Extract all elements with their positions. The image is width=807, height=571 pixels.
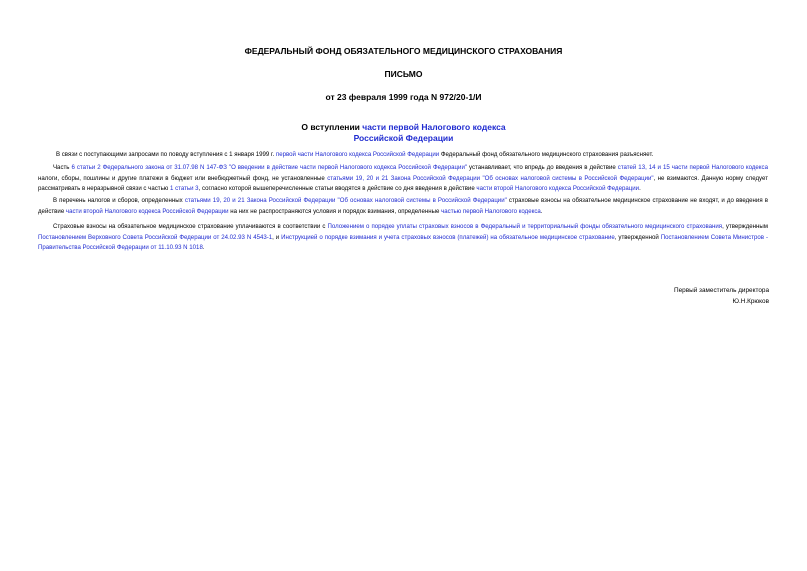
paragraph-4 <box>38 222 768 254</box>
link-regulation-insurance-payments[interactable]: Положением о порядке уплаты страховых взносов в Федеральный и территориальный фонды обязательного медицинского страхования <box>327 222 723 230</box>
text-run: Федеральный фонд обязательного медицинского страхования разъясняет. <box>439 151 654 158</box>
link-article-3[interactable]: 1 статьи 3 <box>170 185 199 193</box>
link-articles-19-20-21[interactable]: статьями 19, 20 и 21 Закона Российской Федерации "Об основах налоговой системы в Российской Федерации" <box>327 174 654 182</box>
link-second-part-tax-code-2[interactable]: части второй Налогового кодекса Российской Федерации <box>65 207 229 215</box>
link-federal-law-147[interactable]: 6 статьи 2 Федерального закона от 31.07.98 N 147-ФЗ "О введении в действие части первой Налогового кодекса Российской Федерации" <box>71 163 468 171</box>
text-run: . <box>202 244 205 252</box>
link-articles-19-20-21-law[interactable]: статьями 19, 20 и 21 Закона Российской Федерации "Об основах налоговой системы в Российской Федерации" <box>184 197 507 205</box>
link-instruction-collection[interactable]: Инструкцией о порядке взимания и учета страховых взносов (платежей) на обязательное медицинское страхование <box>281 233 615 241</box>
text-run: В связи с поступающими запросами по поводу вступления с 1 января 1999 г. <box>56 151 276 158</box>
document-subject <box>0 122 807 144</box>
paragraph-2 <box>38 163 768 195</box>
text-run: , не взимаются. Данную норму следует рассматривать в неразрывной связи с частью <box>38 174 768 193</box>
link-council-of-ministers-resolution[interactable]: Постановлением Совета Министров - Правительства Российской Федерации от 11.10.93 N 1018 <box>38 233 768 252</box>
text-run: на них не распространяются условия и порядок взимания, определенные <box>228 207 442 215</box>
link-supreme-council-resolution[interactable]: Постановлением Верховного Совета Российской Федерации от 24.02.93 N 4543-1 <box>38 233 273 241</box>
text-run: Часть <box>53 163 72 171</box>
text-run: , утвержденной <box>614 233 661 241</box>
document-type: ПИСЬМО <box>384 69 423 79</box>
subject-link-tax-code[interactable]: части первой Налогового кодекса <box>362 122 506 132</box>
text-run: . <box>540 207 543 215</box>
text-run: , утвержденным <box>722 222 768 230</box>
text-run: страховые взносы на обязательное медицинское страхование не входят, и до введения в действие <box>38 197 768 215</box>
text-run: , и <box>272 233 282 241</box>
text-run: , согласно которой вышеперечисленные статьи вводятся в действие со дня введения в действие <box>198 185 477 193</box>
text-run: налоги, сборы, пошлины и другие платежи в бюджет или внебюджетный фонд, не установленные <box>38 174 328 182</box>
text-run: В перечень налогов и сборов, определенных <box>53 197 185 205</box>
organization-title: ФЕДЕРАЛЬНЫЙ ФОНД ОБЯЗАТЕЛЬНОГО МЕДИЦИНСКОГО СТРАХОВАНИЯ <box>244 46 563 56</box>
text-run: . <box>639 185 641 193</box>
document-date-number: от 23 февраля 1999 года N 972/20-1/И <box>325 92 482 102</box>
link-first-part-tax-code-2[interactable]: частью первой Налогового кодекса <box>441 207 541 215</box>
text-run: устанавливает, что впредь до введения в действие <box>467 163 618 171</box>
signer-position: Первый заместитель директора <box>674 287 769 294</box>
text-run: Страховые взносы на обязательное медицинское страхование уплачиваются в соответствии с <box>53 222 328 230</box>
subject-link-russian-federation[interactable]: Российской Федерации <box>353 133 454 143</box>
link-first-part-tax-code[interactable]: первой части Налогового кодекса Российской Федерации <box>275 151 440 158</box>
paragraph-1 <box>38 150 768 161</box>
signature-block <box>674 286 769 307</box>
link-articles-13-14-15[interactable]: статей 13, 14 и 15 части первой Налогового кодекса <box>617 163 768 171</box>
paragraph-3 <box>38 196 768 218</box>
subject-prefix: О вступлении <box>301 122 363 132</box>
link-second-part-tax-code[interactable]: части второй Налогового кодекса Российской Федерации <box>476 185 640 193</box>
document-body <box>38 150 768 255</box>
signer-name: Ю.Н.Крюков <box>732 297 769 305</box>
